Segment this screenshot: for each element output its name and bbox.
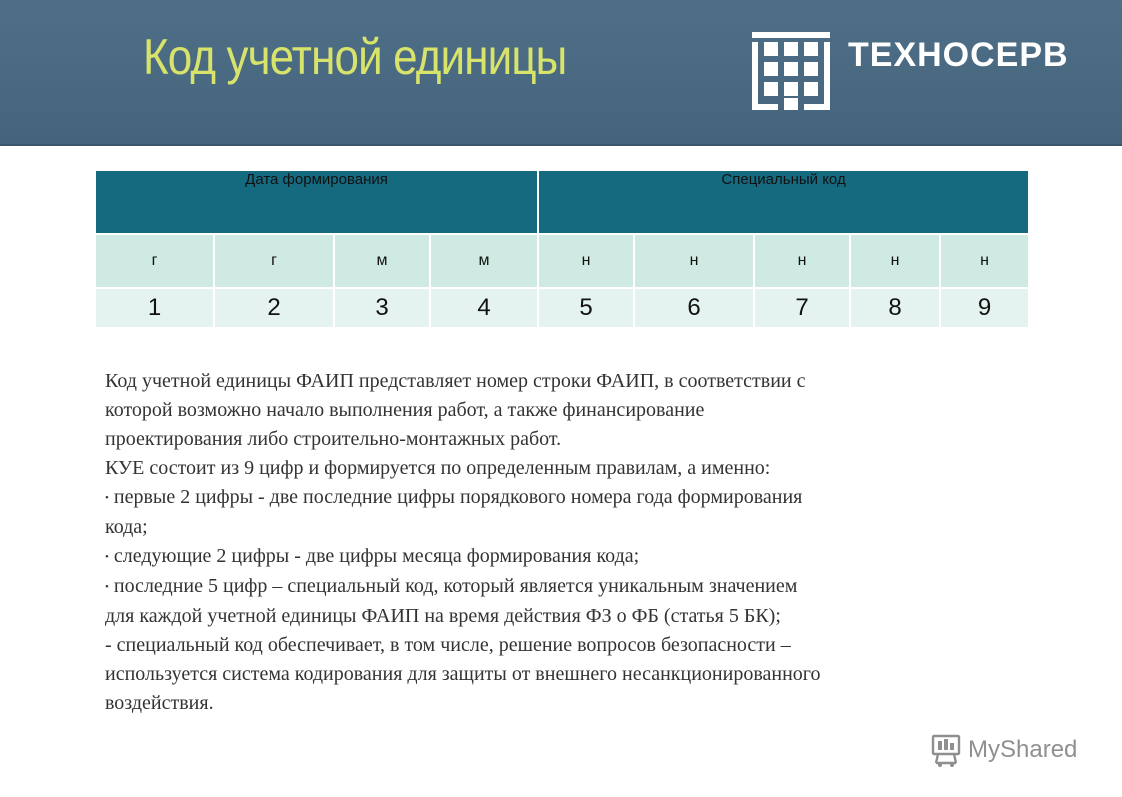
digit-cell: 3 (334, 288, 430, 328)
table-digits-row (96, 288, 1028, 328)
cart-presentation-icon (930, 733, 962, 767)
slide-title: Код учетной единицы (143, 29, 567, 85)
logo-text: ТЕХНОСЕРВ (848, 36, 1069, 74)
header-special-code: Специальный код (538, 171, 1028, 234)
letter-cell: н (538, 234, 634, 288)
digit-cell: 7 (754, 288, 850, 328)
letter-cell: г (96, 234, 214, 288)
text-line: используется система кодирования для защиты от внешнего несанкционированного (105, 662, 821, 685)
digit-cell: 9 (940, 288, 1028, 328)
letter-cell: м (430, 234, 538, 288)
tekhnoserv-logo-icon (752, 32, 830, 110)
letter-cell: н (850, 234, 940, 288)
code-structure-table (96, 171, 1028, 329)
text-line: проектирования либо строительно-монтажных работ. (105, 428, 562, 450)
letter-cell: н (940, 234, 1028, 288)
text-line: КУЕ состоит из 9 цифр и формируется по определенным правилам, а именно: (105, 457, 771, 479)
bullet-icon: • (105, 550, 109, 563)
text-line: Код учетной единицы ФАИП представляет номер строки ФАИП, в соответствии с (105, 370, 806, 392)
watermark-text: MyShared (968, 736, 1078, 763)
bullet-line (105, 542, 985, 572)
text-line: для каждой учетной единицы ФАИП на время действия ФЗ о ФБ (статья 5 БК); (105, 604, 781, 627)
digit-cell: 8 (850, 288, 940, 328)
watermark (930, 733, 1077, 767)
bullet-line (105, 572, 985, 602)
table-header-row (96, 171, 1028, 234)
bullet-icon: • (105, 580, 109, 593)
digit-cell: 1 (96, 288, 214, 328)
bullet-line (105, 483, 985, 513)
header-bar (0, 0, 1122, 146)
digit-cell: 4 (430, 288, 538, 328)
table-letters-row (96, 234, 1028, 288)
digit-cell: 5 (538, 288, 634, 328)
text-line: которой возможно начало выполнения работ, а также финансирование (105, 399, 705, 421)
text-line: следующие 2 цифры - две цифры месяца формирования кода; (113, 544, 640, 567)
text-line: кода; (105, 515, 148, 538)
bullet-icon: • (105, 491, 109, 504)
letter-cell: н (634, 234, 754, 288)
description-text (105, 367, 985, 718)
text-line: последние 5 цифр – специальный код, который является уникальным значением (113, 574, 798, 597)
letter-cell: м (334, 234, 430, 288)
digit-cell: 2 (214, 288, 334, 328)
letter-cell: г (214, 234, 334, 288)
text-line: первые 2 цифры - две последние цифры порядкового номера года формирования (113, 486, 803, 508)
text-line: - специальный код обеспечивает, в том числе, решение вопросов безопасности – (105, 633, 791, 656)
letter-cell: н (754, 234, 850, 288)
text-line: воздействия. (105, 691, 214, 714)
header-date: Дата формирования (96, 171, 538, 234)
digit-cell: 6 (634, 288, 754, 328)
